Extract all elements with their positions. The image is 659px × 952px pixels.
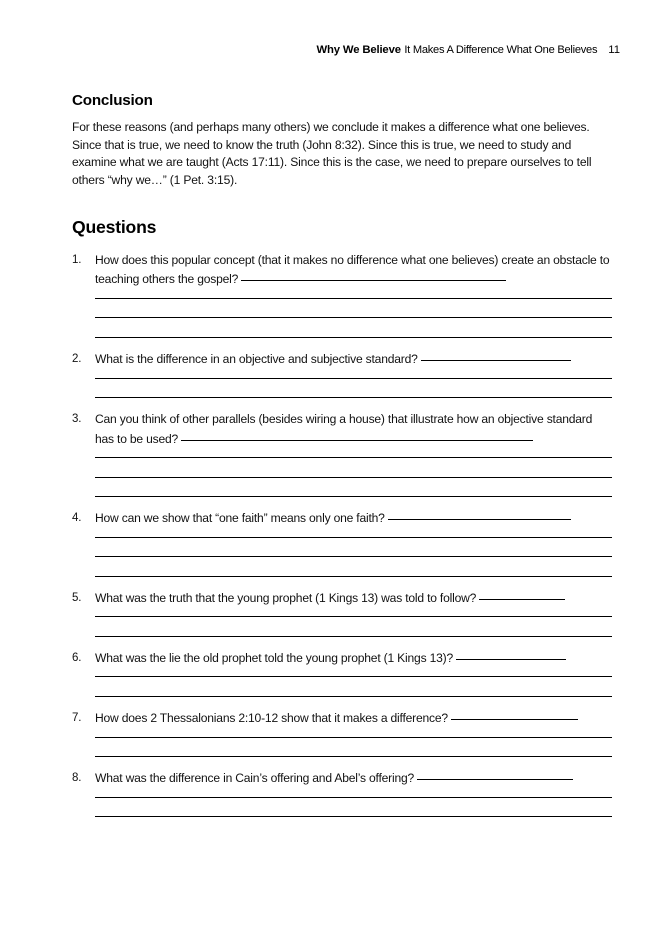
answer-lines-group <box>95 537 612 577</box>
question-prompt-text: What was the difference in Cain’s offering and Abel’s offering? <box>95 771 415 786</box>
running-header <box>72 44 620 62</box>
question-prompt <box>95 649 612 669</box>
question-prompt-text: What is the difference in an objective and subjective standard? <box>95 351 418 366</box>
question-item <box>72 251 612 338</box>
question-number: 7. <box>72 711 82 724</box>
answer-rule-inline[interactable] <box>456 659 566 660</box>
answer-rule-inline[interactable] <box>417 779 573 780</box>
question-prompt <box>95 350 612 370</box>
answer-lines-group <box>95 378 612 399</box>
answer-rule[interactable] <box>95 816 612 817</box>
header-chapter-title: It Makes A Difference What One Believes <box>404 44 598 56</box>
answer-rule[interactable] <box>95 477 612 478</box>
questions-list <box>72 251 612 817</box>
question-prompt <box>95 509 612 529</box>
answer-rule-inline[interactable] <box>181 440 533 441</box>
answer-lines-group <box>95 737 612 758</box>
answer-lines-group <box>95 616 612 637</box>
question-number: 6. <box>72 651 82 664</box>
answer-rule[interactable] <box>95 616 612 617</box>
answer-rule[interactable] <box>95 298 612 299</box>
answer-rule[interactable] <box>95 397 612 398</box>
question-number: 1. <box>72 253 82 266</box>
answer-rule[interactable] <box>95 797 612 798</box>
answer-rule[interactable] <box>95 457 612 458</box>
question-prompt-text: How can we show that “one faith” means only one faith? <box>95 511 385 526</box>
answer-rule[interactable] <box>95 676 612 677</box>
question-number: 8. <box>72 772 82 785</box>
answer-rule[interactable] <box>95 496 612 497</box>
answer-rule[interactable] <box>95 317 612 318</box>
question-prompt <box>95 589 612 609</box>
question-prompt <box>95 410 612 449</box>
answer-rule-inline[interactable] <box>451 719 578 720</box>
answer-rule[interactable] <box>95 556 612 557</box>
header-book-title: Why We Believe <box>316 44 401 56</box>
answer-rule[interactable] <box>95 636 612 637</box>
question-number: 3. <box>72 413 82 425</box>
answer-rule-inline[interactable] <box>241 280 506 281</box>
question-item <box>72 410 612 497</box>
answer-rule[interactable] <box>95 378 612 379</box>
question-prompt-text: What was the truth that the young prophet (1 Kings 13) was told to follow? <box>95 590 477 605</box>
page-number: 11 <box>608 44 620 56</box>
answer-lines-group <box>95 457 612 497</box>
question-number: 4. <box>72 512 82 525</box>
answer-lines-group <box>95 298 612 338</box>
question-number: 2. <box>72 352 82 365</box>
question-number: 5. <box>72 591 82 604</box>
answer-lines-group <box>95 676 612 697</box>
answer-rule-inline[interactable] <box>388 519 571 520</box>
answer-rule[interactable] <box>95 756 612 757</box>
question-prompt-text: What was the lie the old prophet told the young prophet (1 Kings 13)? <box>95 650 453 665</box>
answer-rule-inline[interactable] <box>479 599 565 600</box>
question-prompt <box>95 769 612 789</box>
answer-rule-inline[interactable] <box>421 360 571 361</box>
question-prompt-text: Can you think of other parallels (besides wiring a house) that illustrate how an objective standard has to be used? <box>95 412 593 446</box>
question-item <box>72 589 612 637</box>
answer-rule[interactable] <box>95 737 612 738</box>
question-item <box>72 509 612 577</box>
answer-lines-group <box>95 797 612 818</box>
question-item <box>72 350 612 398</box>
conclusion-heading: Conclusion <box>72 92 153 109</box>
question-prompt-text: How does this popular concept (that it makes no difference what one believes) create an obstacle to teaching others the gospel? <box>95 252 610 287</box>
question-prompt-text: How does 2 Thessalonians 2:10-12 show that it makes a difference? <box>95 710 448 725</box>
conclusion-paragraph: For these reasons (and perhaps many others) we conclude it makes a difference what one believes. Since that is true, we need to know the truth (John 8:32). Since this is true, we need to study and examine what we are taught (Acts 17:11). Since this is the case, we need to prepare ourselves to tell others “why we…” (1 Pet. 3:15). <box>72 120 592 188</box>
answer-rule[interactable] <box>95 337 612 338</box>
question-prompt <box>95 251 612 290</box>
answer-rule[interactable] <box>95 696 612 697</box>
question-prompt <box>95 709 612 729</box>
questions-heading: Questions <box>72 216 157 237</box>
question-item <box>72 709 612 757</box>
question-item <box>72 649 612 697</box>
answer-rule[interactable] <box>95 576 612 577</box>
question-item <box>72 769 612 817</box>
page-content <box>72 92 612 817</box>
answer-rule[interactable] <box>95 537 612 538</box>
